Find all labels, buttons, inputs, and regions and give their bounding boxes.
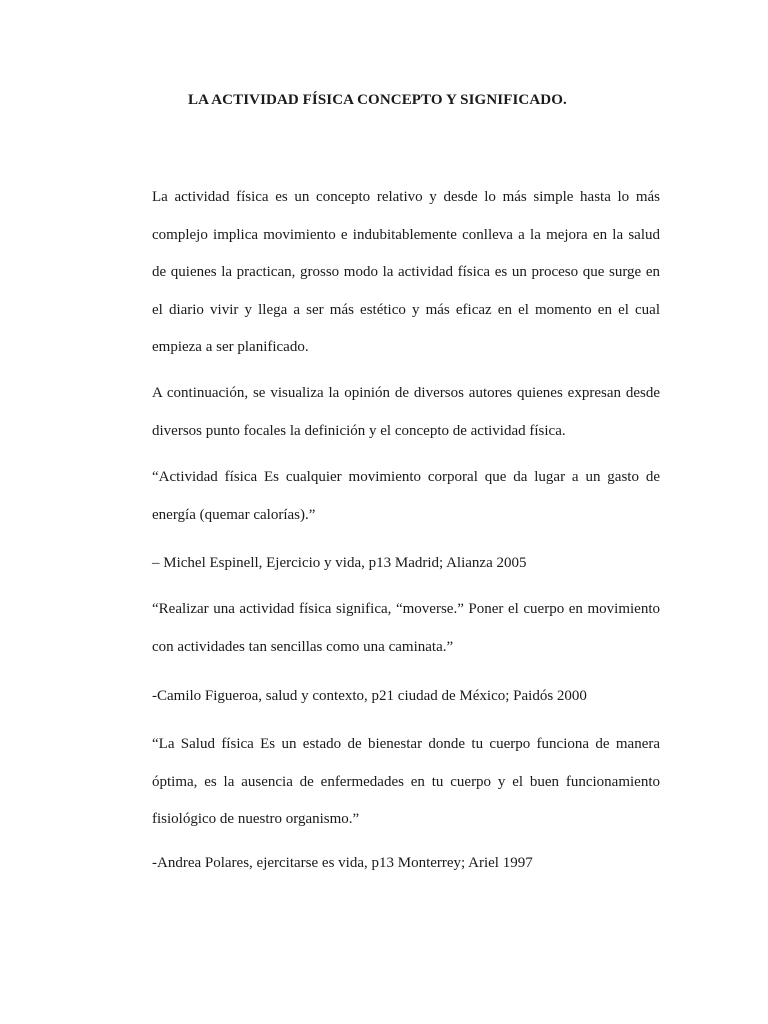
quote-2: “Realizar una actividad física significa, “moverse.” Poner el cuerpo en movimiento con actividades tan sencillas como una caminata.” bbox=[152, 601, 660, 655]
citation-3: -Andrea Polares, ejercitarse es vida, p13 Monterrey; Ariel 1997 bbox=[152, 855, 533, 871]
document-title: LA ACTIVIDAD FÍSICA CONCEPTO Y SIGNIFICADO. bbox=[188, 92, 567, 108]
citation-2: -Camilo Figueroa, salud y contexto, p21 ciudad de México; Paidós 2000 bbox=[152, 688, 587, 704]
quote-3: “La Salud física Es un estado de bienestar donde tu cuerpo funciona de manera óptima, es la ausencia de enfermedades en tu cuerpo y el buen funcionamiento fisiológico de nuestro organismo.” bbox=[152, 736, 660, 827]
authors-intro-paragraph: A continuación, se visualiza la opinión de diversos autores quienes expresan desde diversos punto focales la definición y el concepto de actividad física. bbox=[152, 385, 660, 439]
intro-paragraph: La actividad física es un concepto relativo y desde lo más simple hasta lo más complejo implica movimiento e indubitablemente conlleva a la mejora en la salud de quienes la practican, grosso modo la actividad física es un proceso que surge en el diario vivir y llega a ser más estético y más eficaz en el momento en el cual empieza a ser planificado. bbox=[152, 189, 660, 355]
citation-1: – Michel Espinell, Ejercicio y vida, p13 Madrid; Alianza 2005 bbox=[152, 555, 527, 571]
quote-1: “Actividad física Es cualquier movimiento corporal que da lugar a un gasto de energía (quemar calorías).” bbox=[152, 469, 660, 523]
